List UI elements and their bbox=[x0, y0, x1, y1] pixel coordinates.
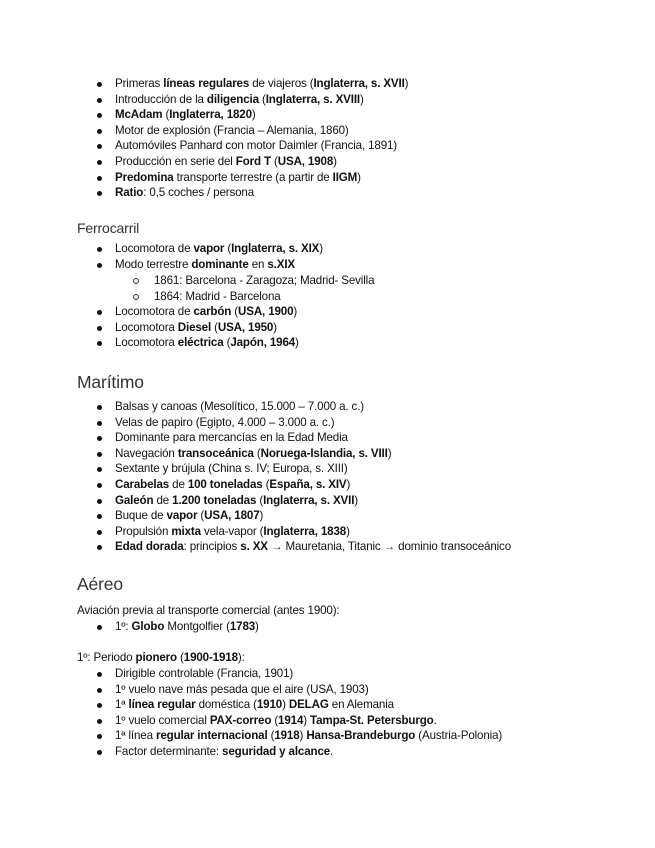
text-run: ) bbox=[346, 477, 351, 491]
list-item bbox=[0, 744, 655, 760]
list-item bbox=[0, 241, 655, 257]
text-run: 1º: bbox=[115, 620, 132, 633]
text-run: 1º: Periodo bbox=[77, 651, 136, 664]
list-item bbox=[0, 666, 655, 682]
text-run: de bbox=[169, 477, 188, 491]
ferrocarril-heading: Ferrocarril bbox=[77, 220, 140, 236]
text-run: en Alemania bbox=[328, 698, 394, 712]
list-item bbox=[0, 76, 655, 92]
text-run: ) bbox=[299, 729, 307, 743]
text-run: → Mauretania, Titanic → dominio transoceánico bbox=[267, 540, 512, 554]
text-run: 1º vuelo comercial bbox=[115, 713, 210, 727]
bold-text: 100 toneladas bbox=[187, 477, 263, 491]
text-run: 1864: Madrid - Barcelona bbox=[154, 289, 281, 303]
list-item bbox=[0, 138, 655, 154]
bold-text: 1910 bbox=[256, 698, 283, 712]
text-run: . bbox=[433, 713, 437, 727]
bold-text: España, s. XIV bbox=[269, 477, 347, 491]
text-run: (Austria-Polonia) bbox=[415, 729, 503, 743]
bold-text: Globo bbox=[131, 620, 165, 633]
text-run: Navegación bbox=[115, 446, 178, 460]
text-run: Modo terrestre bbox=[115, 257, 192, 271]
text-run: ( bbox=[162, 108, 170, 122]
bold-text: carbón bbox=[193, 305, 232, 318]
ferrocarril-list-b bbox=[0, 304, 655, 351]
list-item bbox=[0, 524, 655, 540]
text-run: ( bbox=[271, 713, 279, 727]
text-run: : principios bbox=[183, 540, 241, 554]
bold-text: USA, 1807 bbox=[204, 509, 260, 523]
bold-text: USA, 1900 bbox=[238, 305, 294, 318]
bold-text: Galeón bbox=[115, 493, 154, 507]
bold-text: 1918 bbox=[274, 729, 300, 743]
bold-text: Noruega-Islandia, s. VIII bbox=[260, 446, 388, 460]
text-run: ) bbox=[259, 509, 264, 523]
text-run: ) bbox=[346, 524, 350, 538]
bold-text: 1783 bbox=[229, 620, 256, 633]
aereo-intro bbox=[77, 603, 340, 619]
list-item bbox=[0, 273, 655, 289]
list-item bbox=[0, 123, 655, 139]
text-run: ) bbox=[404, 77, 409, 90]
bold-text: s.XIX bbox=[267, 257, 295, 271]
text-run: Locomotora bbox=[115, 336, 178, 350]
bold-text: IIGM bbox=[332, 170, 358, 184]
text-run: ( bbox=[223, 336, 231, 350]
list-item bbox=[0, 682, 655, 698]
text-run: Aviación previa al transporte comercial (antes 1900): bbox=[77, 604, 340, 617]
bold-text: 1914 bbox=[278, 713, 304, 727]
text-run: ): bbox=[237, 651, 245, 664]
list-item bbox=[0, 257, 655, 273]
list-item bbox=[0, 728, 655, 744]
list-item bbox=[0, 320, 655, 336]
bold-text: seguridad y alcance bbox=[222, 744, 331, 758]
text-run: de viajeros ( bbox=[249, 77, 314, 90]
text-run: ( bbox=[267, 729, 275, 743]
text-run: ) bbox=[282, 698, 289, 712]
maritimo-list bbox=[0, 399, 655, 555]
text-run: ) bbox=[273, 320, 277, 334]
bold-text: Inglaterra, 1838 bbox=[263, 524, 347, 538]
aereo-list-b bbox=[0, 666, 655, 760]
text-run: ) bbox=[354, 493, 359, 507]
text-run: vela-vapor ( bbox=[200, 524, 264, 538]
text-run: ) bbox=[387, 446, 392, 460]
text-run: Buque de bbox=[115, 509, 167, 523]
bold-text: diligencia bbox=[206, 92, 259, 106]
bold-text: 1.200 toneladas bbox=[172, 493, 257, 507]
text-run: ( bbox=[211, 320, 218, 334]
text-run: Balsas y canoas (Mesolítico, 15.000 – 7.000 a. c.) bbox=[115, 400, 364, 413]
bold-text: McAdam bbox=[115, 108, 163, 122]
text-run: ) bbox=[295, 336, 299, 350]
aereo-heading: Aéreo bbox=[77, 574, 123, 594]
maritimo-heading: Marítimo bbox=[77, 372, 144, 392]
text-run: ( bbox=[253, 446, 261, 460]
list-item bbox=[0, 508, 655, 524]
list-item bbox=[0, 399, 655, 415]
text-run: doméstica ( bbox=[195, 698, 257, 712]
text-run: en bbox=[248, 257, 268, 271]
list-item bbox=[0, 289, 655, 305]
bold-text: líneas regulares bbox=[163, 77, 250, 90]
text-run: 1ª bbox=[115, 698, 129, 712]
text-run: ) bbox=[359, 92, 364, 106]
text-run: ( bbox=[262, 477, 270, 491]
text-run: Montgolfier ( bbox=[164, 620, 230, 633]
list-item bbox=[0, 697, 655, 713]
text-run: Producción en serie del bbox=[115, 154, 236, 168]
carretera-list bbox=[0, 76, 655, 201]
bold-text: vapor bbox=[166, 509, 198, 523]
text-run: 1ª línea bbox=[115, 729, 156, 743]
bold-text: Inglaterra, s. XVII bbox=[263, 493, 355, 507]
bold-text: Ford T bbox=[235, 154, 271, 168]
bold-text: 1900-1918 bbox=[183, 651, 238, 664]
text-run: : 0,5 coches / persona bbox=[143, 186, 255, 200]
bold-text: Hansa-Brandeburgo bbox=[306, 729, 416, 743]
list-item bbox=[0, 304, 655, 320]
text-run: Factor determinante: bbox=[115, 744, 223, 758]
text-run: ) bbox=[357, 170, 361, 184]
bold-text: USA, 1908 bbox=[277, 154, 334, 168]
text-run: ) bbox=[293, 305, 298, 318]
text-run: de bbox=[153, 493, 173, 507]
text-run: ( bbox=[256, 493, 264, 507]
text-run: Primeras bbox=[115, 77, 164, 90]
bold-text: Carabelas bbox=[115, 477, 170, 491]
bold-text: eléctrica bbox=[177, 336, 224, 350]
bold-text: Inglaterra, 1820 bbox=[169, 108, 252, 122]
list-item bbox=[0, 92, 655, 108]
bold-text: s. XX bbox=[240, 540, 268, 554]
text-run: transporte terrestre (a partir de bbox=[173, 170, 333, 184]
bold-text: DELAG bbox=[288, 698, 329, 712]
text-run: ) bbox=[319, 242, 323, 255]
text-run: ( bbox=[270, 154, 278, 168]
aereo-periodo bbox=[77, 650, 245, 666]
text-run: ( bbox=[197, 509, 205, 523]
text-run: Dominante para mercancías en la Edad Media bbox=[115, 431, 348, 445]
text-run: ( bbox=[258, 92, 266, 106]
list-item bbox=[0, 415, 655, 431]
list-item bbox=[0, 170, 655, 186]
list-item bbox=[0, 107, 655, 123]
text-run: Introducción de la bbox=[115, 92, 207, 106]
text-run: 1º vuelo nave más pesada que el aire (USA, 1903) bbox=[115, 682, 369, 696]
text-run: Automóviles Panhard con motor Daimler (Francia, 1891) bbox=[115, 139, 398, 153]
bold-text: PAX-correo bbox=[209, 713, 272, 727]
list-item bbox=[0, 477, 655, 493]
bold-text: Inglaterra, s. XIX bbox=[231, 242, 320, 255]
text-run: Locomotora bbox=[115, 320, 178, 334]
list-item bbox=[0, 619, 655, 635]
bold-text: vapor bbox=[193, 242, 225, 255]
text-run: . bbox=[330, 744, 334, 758]
list-item bbox=[0, 713, 655, 729]
ferrocarril-sublist bbox=[0, 273, 655, 304]
bold-text: regular internacional bbox=[155, 729, 268, 743]
list-item bbox=[0, 539, 655, 555]
text-run: ( bbox=[224, 242, 232, 255]
bold-text: mixta bbox=[171, 524, 201, 538]
bold-text: línea regular bbox=[128, 698, 196, 712]
list-item bbox=[0, 185, 655, 201]
text-run: Locomotora de bbox=[115, 242, 194, 255]
text-run: ( bbox=[176, 651, 184, 664]
bold-text: Diesel bbox=[177, 320, 212, 334]
list-item bbox=[0, 446, 655, 462]
ferrocarril-list-a bbox=[0, 241, 655, 272]
bold-text: pionero bbox=[135, 651, 177, 664]
list-item bbox=[0, 430, 655, 446]
text-run: Locomotora de bbox=[115, 305, 194, 318]
text-run: Propulsión bbox=[115, 524, 172, 538]
bold-text: Ratio bbox=[115, 186, 144, 200]
aereo-list-a bbox=[0, 619, 655, 635]
bold-text: Inglaterra, s. XVIII bbox=[265, 92, 360, 106]
text-run: ) bbox=[303, 713, 311, 727]
bold-text: Predomina bbox=[115, 170, 174, 184]
bold-text: Tampa-St. Petersburgo bbox=[310, 713, 434, 727]
bold-text: Inglaterra, s. XVII bbox=[313, 77, 405, 90]
list-item bbox=[0, 461, 655, 477]
text-run: ) bbox=[333, 154, 337, 168]
text-run: Motor de explosión (Francia – Alemania, 1860) bbox=[115, 123, 349, 137]
text-run: ) bbox=[251, 108, 256, 122]
text-run: Dirigible controlable (Francia, 1901) bbox=[115, 667, 294, 680]
text-run: Velas de papiro (Egipto, 4.000 – 3.000 a. c.) bbox=[115, 415, 335, 429]
text-run: 1861: Barcelona - Zaragoza; Madrid- Sevilla bbox=[154, 274, 375, 287]
text-run: Sextante y brújula (China s. IV; Europa, s. XIII) bbox=[115, 462, 348, 476]
list-item bbox=[0, 335, 655, 351]
text-run: ) bbox=[255, 620, 259, 633]
bold-text: Japón, 1964 bbox=[230, 336, 296, 350]
bold-text: transoceánica bbox=[177, 446, 254, 460]
bold-text: Edad dorada bbox=[115, 540, 184, 554]
list-item bbox=[0, 154, 655, 170]
text-run: ( bbox=[231, 305, 239, 318]
bold-text: USA, 1950 bbox=[217, 320, 274, 334]
list-item bbox=[0, 493, 655, 509]
bold-text: dominante bbox=[191, 257, 249, 271]
